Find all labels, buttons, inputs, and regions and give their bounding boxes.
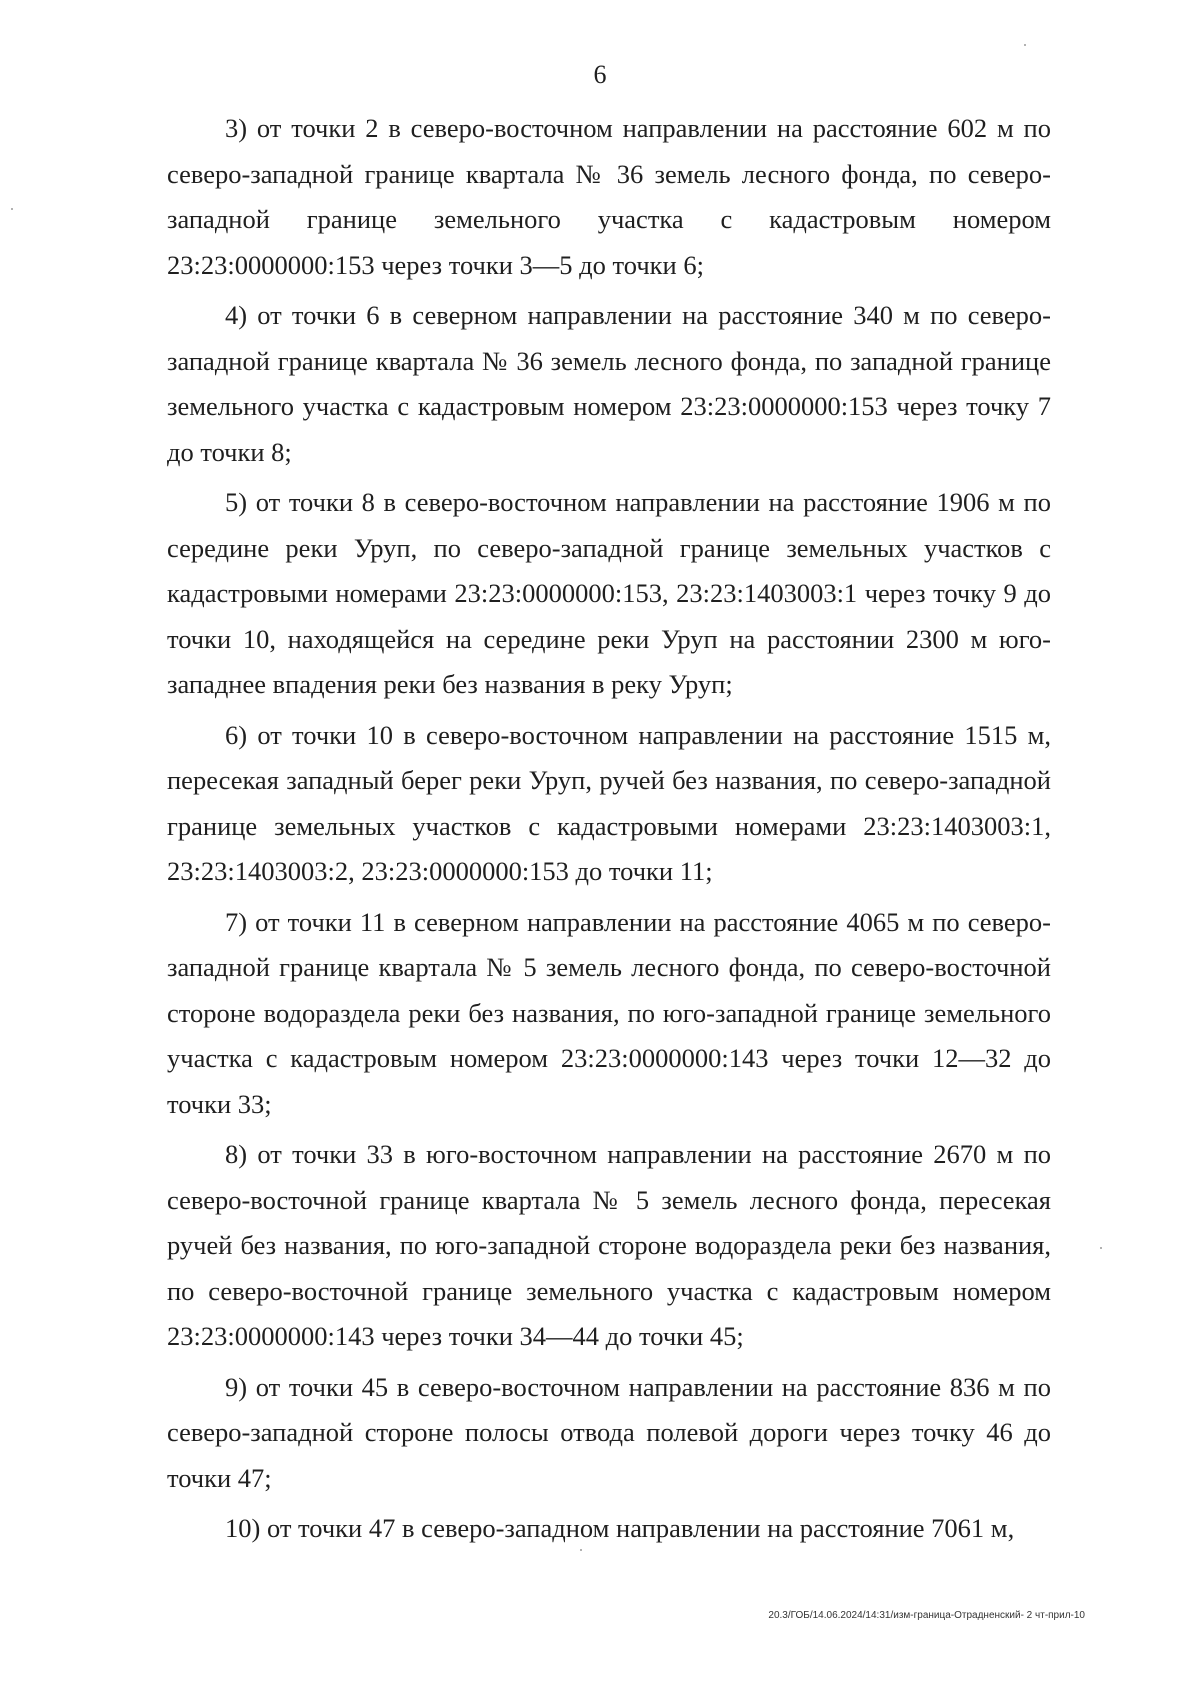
paragraph-clause-8: 8) от точки 33 в юго-восточном направлении на расстояние 2670 м по северо-восточной границе квартала № 5 земель лесного фонда, пересекая ручей без названия, по юго-западной стороне водораздела реки без названия, по северо-восточной границе земельного участка с кадастровым номером 23:23:0000000:143 через точки 34—44 до точки 45;: [167, 1139, 1051, 1351]
paragraph-clause-7: 7) от точки 11 в северном направлении на расстояние 4065 м по северо-западной границе квартала № 5 земель лесного фонда, по северо-восточной стороне водораздела реки без названия, по юго-западной границе земельного участка с кадастровым номером 23:23:0000000:143 через точки 12—32 до точки 33;: [167, 906, 1051, 1119]
paragraph-clause-6: 6) от точки 10 в северо-восточном направлении на расстояние 1515 м, пересекая западный берег реки Уруп, ручей без названия, по северо-западной границе земельных участков с кадастровыми номерами 23:23:1403003:1, 23:23:1403003:2, 23:23:0000000:153 до точки 11;: [167, 719, 1051, 886]
paragraph-clause-10: 10) от точки 47 в северо-западном направлении на расстояние 7061 м,: [225, 1513, 1015, 1543]
page-number: 6: [593, 60, 607, 89]
scan-speck: [580, 1549, 582, 1551]
document-body: [167, 106, 1051, 1557]
paragraph-clause-3: 3) от точки 2 в северо-восточном направлении на расстояние 602 м по северо-западной границе квартала № 36 земель лесного фонда, по северо-западной границе земельного участка с кадастровым номером 23:23:0000000:153 через точки 3—5 до точки 6;: [167, 113, 1051, 280]
scan-speck: [1100, 1247, 1102, 1249]
footer-reference: 20.3/ГОБ/14.06.2024/14:31/изм-граница-Отрадненский- 2 чт-прил-10: [768, 1610, 1085, 1621]
paragraph-clause-4: 4) от точки 6 в северном направлении на расстояние 340 м по северо-западной границе квартала № 36 земель лесного фонда, по западной границе земельного участка с кадастровым номером 23:23:0000000:153 через точку 7 до точки 8;: [167, 300, 1051, 467]
scan-speck: [1024, 44, 1026, 46]
scan-speck: [11, 208, 13, 210]
paragraph-clause-9: 9) от точки 45 в северо-восточном направлении на расстояние 836 м по северо-западной стороне полосы отвода полевой дороги через точку 46 до точки 47;: [167, 1371, 1051, 1493]
paragraph-clause-5: 5) от точки 8 в северо-восточном направлении на расстояние 1906 м по середине реки Уруп, по северо-западной границе земельных участков с кадастровыми номерами 23:23:0000000:153, 23:23:1403003:1 через точку 9 до точки 10, находящейся на середине реки Уруп на расстоянии 2300 м юго-западнее впадения реки без названия в реку Уруп;: [167, 487, 1051, 699]
